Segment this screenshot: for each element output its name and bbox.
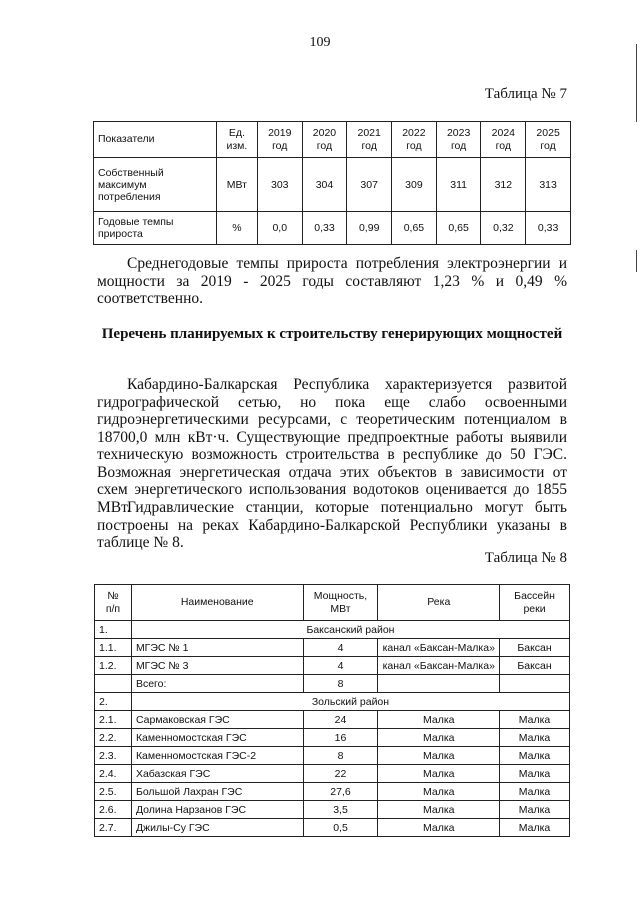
- station-name: МГЭС № 1: [131, 639, 303, 657]
- station-name: Хабазская ГЭС: [131, 765, 303, 783]
- station-river: канал «Баксан-Малка»: [378, 639, 500, 657]
- header-cell: 2023 год: [436, 122, 481, 158]
- row-number: 1.: [95, 621, 132, 639]
- page-number: 109: [309, 35, 331, 50]
- header-cell: Показатели: [94, 122, 217, 158]
- header-cell: Ед. изм.: [216, 122, 257, 158]
- header-cell: Наименование: [131, 585, 303, 621]
- station-basin: Баксан: [500, 639, 570, 657]
- station-river: Малка: [378, 765, 500, 783]
- header-cell: Мощность, МВт: [303, 585, 378, 621]
- station-name: Долина Нарзанов ГЭС: [131, 801, 303, 819]
- table-cell: 313: [526, 158, 571, 212]
- station-name: Большой Лахран ГЭС: [131, 783, 303, 801]
- station-basin: Малка: [500, 783, 570, 801]
- station-basin: [500, 675, 570, 693]
- table-row: [95, 819, 570, 837]
- station-basin: Малка: [500, 801, 570, 819]
- header-cell: 2020 год: [302, 122, 347, 158]
- station-river: канал «Баксан-Малка»: [378, 657, 500, 675]
- table-cell: 0,65: [436, 212, 481, 245]
- row-number: 2.3.: [95, 747, 132, 765]
- station-power: 8: [303, 675, 378, 693]
- table-cell: 0,99: [347, 212, 392, 245]
- hydro-stations-paragraph: [97, 499, 567, 552]
- station-river: Малка: [378, 819, 500, 837]
- table-row: [95, 747, 570, 765]
- station-basin: Баксан: [500, 657, 570, 675]
- table-cell: Собственный максимум потребления: [94, 158, 217, 212]
- header-cell: 2022 год: [392, 122, 437, 158]
- section-heading: Перечень планируемых к строительству генерирующих мощностей: [101, 326, 563, 342]
- station-basin: Малка: [500, 765, 570, 783]
- header-cell: 2024 год: [481, 122, 526, 158]
- scan-edge-mark: [636, 250, 637, 272]
- header-cell: 2019 год: [257, 122, 302, 158]
- row-number: 2.6.: [95, 801, 132, 819]
- hydro-resources-paragraph: [97, 376, 567, 516]
- station-river: [378, 675, 500, 693]
- table-cell: 0,0: [257, 212, 302, 245]
- station-power: 3,5: [303, 801, 378, 819]
- station-basin: Малка: [500, 747, 570, 765]
- row-number: [95, 675, 132, 693]
- row-number: 2.2.: [95, 729, 132, 747]
- row-number: 2.5.: [95, 783, 132, 801]
- station-name: Джилы-Су ГЭС: [131, 819, 303, 837]
- table-8: [94, 584, 570, 837]
- station-power: 0,5: [303, 819, 378, 837]
- station-power: 16: [303, 729, 378, 747]
- row-number: 2.7.: [95, 819, 132, 837]
- table-cell: 0,33: [526, 212, 571, 245]
- station-name: Каменномостская ГЭС: [131, 729, 303, 747]
- row-number: 2.: [95, 693, 132, 711]
- table-row: [95, 675, 570, 693]
- header-cell: № п/п: [95, 585, 132, 621]
- table-header-row: [95, 585, 570, 621]
- station-power: 24: [303, 711, 378, 729]
- table-cell: Годовые темпы прироста: [94, 212, 217, 245]
- station-power: 8: [303, 747, 378, 765]
- district-row: [95, 621, 570, 639]
- station-power: 4: [303, 657, 378, 675]
- table-cell: %: [216, 212, 257, 245]
- table-cell: 304: [302, 158, 347, 212]
- table-row: [95, 639, 570, 657]
- station-name: Каменномостская ГЭС-2: [131, 747, 303, 765]
- table-row: [95, 801, 570, 819]
- table8-caption: Таблица № 8: [484, 550, 567, 566]
- station-river: Малка: [378, 801, 500, 819]
- row-number: 2.4.: [95, 765, 132, 783]
- table-cell: 309: [392, 158, 437, 212]
- table-7: [93, 121, 571, 245]
- station-power: 27,6: [303, 783, 378, 801]
- paragraph-text: Среднегодовые темпы прироста потребления электроэнергии и мощности за 2019 - 2025 годы составляют 1,23 % и 0,49 % соответственно.: [97, 255, 567, 307]
- station-river: Малка: [378, 747, 500, 765]
- header-cell: 2021 год: [347, 122, 392, 158]
- table-row: [95, 783, 570, 801]
- station-river: Малка: [378, 783, 500, 801]
- district-name: Баксанский район: [131, 621, 569, 639]
- table-cell: 303: [257, 158, 302, 212]
- table-row: [94, 158, 571, 212]
- table7-caption: Таблица № 7: [484, 86, 567, 102]
- table-row: [95, 657, 570, 675]
- row-number: 1.2.: [95, 657, 132, 675]
- scan-edge-mark: [636, 44, 637, 122]
- table-cell: МВт: [216, 158, 257, 212]
- table-cell: 311: [436, 158, 481, 212]
- station-basin: Малка: [500, 819, 570, 837]
- row-number: 1.1.: [95, 639, 132, 657]
- paragraph-text: Гидравлические станции, которые потенциально могут быть построены на реках Кабардино-Балкарской Республики указаны в таблице № 8.: [97, 499, 567, 551]
- station-basin: Малка: [500, 729, 570, 747]
- station-river: Малка: [378, 711, 500, 729]
- table-cell: 0,33: [302, 212, 347, 245]
- header-cell: Бассейн реки: [500, 585, 570, 621]
- header-cell: Река: [378, 585, 500, 621]
- table-row: [94, 212, 571, 245]
- paragraph-text: Кабардино-Балкарская Республика характеризуется развитой гидрографической сетью, но пока еще слабо освоенными гидроэнергетическими ресурсами, с теоретическим потенциалом в 18700,0 млн кВт·ч. Существующие предпроектные работы выявили техническую возможность строительства в республике до 50 ГЭС. Возможная энергетическая отдача этих объектов в зависимости от схем энергетического использования водотоков оценивается до 1855 МВт.: [97, 376, 567, 516]
- table-row: [95, 765, 570, 783]
- district-name: Зольский район: [131, 693, 569, 711]
- table-cell: 312: [481, 158, 526, 212]
- station-name: Сармаковская ГЭС: [131, 711, 303, 729]
- header-cell: 2025 год: [526, 122, 571, 158]
- station-river: Малка: [378, 729, 500, 747]
- station-name: Всего:: [131, 675, 303, 693]
- consumption-paragraph: [97, 255, 567, 308]
- station-power: 22: [303, 765, 378, 783]
- station-power: 4: [303, 639, 378, 657]
- table-cell: 0,65: [392, 212, 437, 245]
- table-header-row: [94, 122, 571, 158]
- station-name: МГЭС № 3: [131, 657, 303, 675]
- row-number: 2.1.: [95, 711, 132, 729]
- table-cell: 307: [347, 158, 392, 212]
- station-basin: Малка: [500, 711, 570, 729]
- district-row: [95, 693, 570, 711]
- table-row: [95, 711, 570, 729]
- table-cell: 0,32: [481, 212, 526, 245]
- table-row: [95, 729, 570, 747]
